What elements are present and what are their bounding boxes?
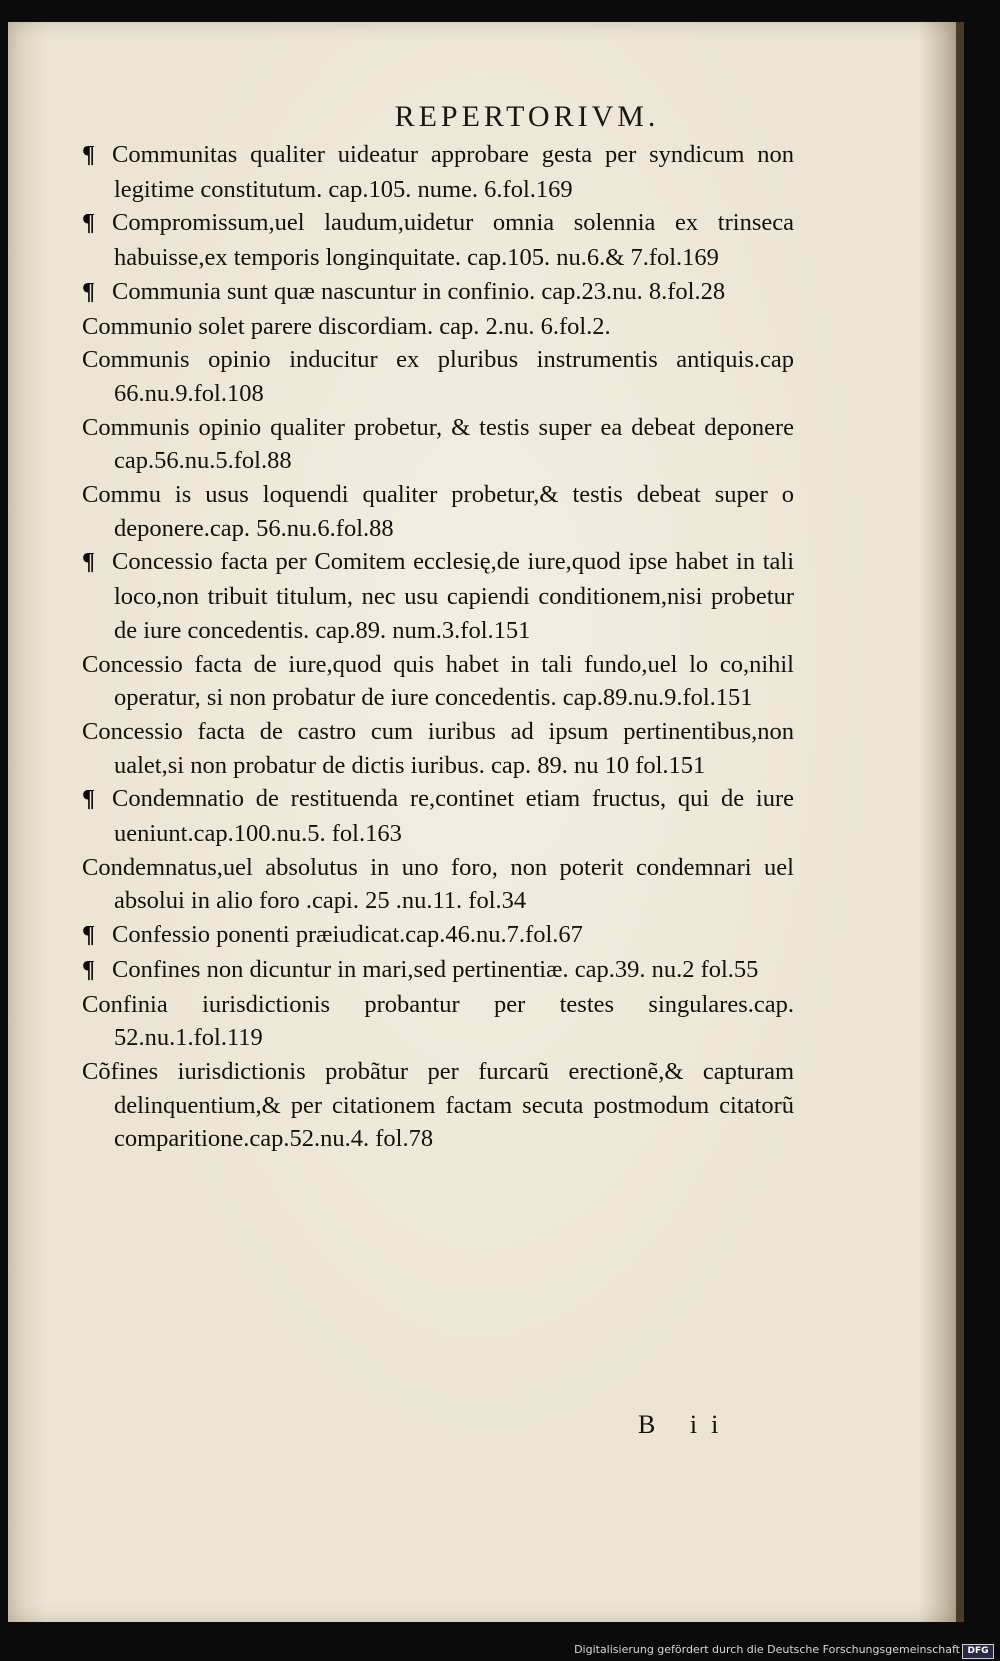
pilcrow-icon: ¶ bbox=[82, 922, 95, 949]
index-entry bbox=[82, 478, 794, 545]
entry-text: Communitas qualiter uideatur approbare gesta per syndicum non legitime constitutum. cap.105. nume. 6.fol.169 bbox=[112, 141, 794, 203]
entry-text: Commu is usus loquendi qualiter probetur,& testis debeat super o deponere.cap. 56.nu.6.fol.88 bbox=[82, 481, 794, 542]
entry-text: Communia sunt quæ nascuntur in confinio. cap.23.nu. 8.fol.28 bbox=[112, 277, 726, 305]
pilcrow-icon: ¶ bbox=[82, 278, 95, 305]
index-entry bbox=[82, 411, 794, 478]
entry-text: Cõfines iurisdictionis probãtur per furcarũ erectionẽ,& capturam delinquentium,& per citationem factam secuta postmodum citatorũ comparitione.cap.52.nu.4. fol.78 bbox=[82, 1057, 794, 1153]
running-header: REPERTORIVM. bbox=[394, 100, 660, 133]
entry-text: Communio solet parere discordiam. cap. 2.nu. 6.fol.2. bbox=[82, 312, 611, 340]
entry-text: Communis opinio qualiter probetur, & testis super ea debeat deponere cap.56.nu.5.fol.88 bbox=[82, 413, 794, 475]
index-entries bbox=[82, 138, 794, 1156]
dfg-credit: Digitalisierung gefördert durch die Deutsche Forschungsgemeinschaft bbox=[574, 1643, 960, 1656]
entry-text: Condemnatio de restituenda re,continet etiam fructus, qui de iure ueniunt.cap.100.nu.5. fol.163 bbox=[112, 785, 794, 848]
index-entry bbox=[82, 138, 794, 206]
entry-text: Concessio facta de iure,quod quis habet in tali fundo,uel lo co,nihil operatur, si non probatur de iure concedentis. cap.89.nu.9.fol.151 bbox=[82, 650, 794, 712]
index-entry bbox=[82, 545, 794, 647]
entry-text: Confines non dicuntur in mari,sed pertinentiæ. cap.39. nu.2 fol.55 bbox=[112, 955, 759, 983]
entry-text: Concessio facta per Comitem ecclesię,de iure,quod ipse habet in tali loco,non tribuit titulum, nec usu capiendi conditionem,nisi probetur de iure concedentis. cap.89. num.3.fol.151 bbox=[112, 548, 794, 644]
index-entry bbox=[82, 343, 794, 410]
entry-text: Concessio facta de castro cum iuribus ad ipsum pertinentibus,non ualet,si non probatur de dictis iuribus. cap. 89. nu 10 fol.151 bbox=[82, 717, 794, 779]
index-entry bbox=[82, 206, 794, 274]
pilcrow-icon: ¶ bbox=[82, 210, 95, 237]
pilcrow-icon: ¶ bbox=[82, 956, 95, 983]
index-entry bbox=[82, 310, 794, 344]
index-entry bbox=[82, 918, 794, 953]
signature-mark: B ii bbox=[638, 1410, 733, 1439]
pilcrow-icon: ¶ bbox=[82, 786, 95, 813]
pilcrow-icon: ¶ bbox=[82, 549, 95, 576]
index-entry bbox=[82, 988, 794, 1055]
entry-text: Condemnatus,uel absolutus in uno foro, non poterit condemnari uel absolui in alio foro .capi. 25 .nu.11. fol.34 bbox=[82, 853, 794, 915]
index-entry bbox=[82, 782, 794, 850]
entry-text: Communis opinio inducitur ex pluribus instrumentis antiquis.cap 66.nu.9.fol.108 bbox=[82, 346, 794, 407]
index-entry bbox=[82, 953, 794, 988]
index-entry bbox=[82, 715, 794, 782]
entry-text: Compromissum,uel laudum,uidetur omnia solennia ex trinseca habuisse,ex temporis longinquitate. cap.105. nu.6.& 7.fol.169 bbox=[112, 209, 794, 272]
dfg-logo: DFG bbox=[962, 1644, 994, 1659]
digitization-footer bbox=[0, 1641, 1000, 1661]
page-edge bbox=[956, 22, 964, 1622]
index-entry bbox=[82, 1055, 794, 1156]
index-entry bbox=[82, 648, 794, 715]
index-entry bbox=[82, 851, 794, 918]
book-page bbox=[8, 22, 956, 1622]
index-entry bbox=[82, 275, 794, 310]
entry-text: Confessio ponenti præiudicat.cap.46.nu.7.fol.67 bbox=[112, 921, 583, 949]
pilcrow-icon: ¶ bbox=[82, 142, 95, 168]
entry-text: Confinia iurisdictionis probantur per testes singulares.cap. 52.nu.1.fol.119 bbox=[82, 990, 794, 1052]
